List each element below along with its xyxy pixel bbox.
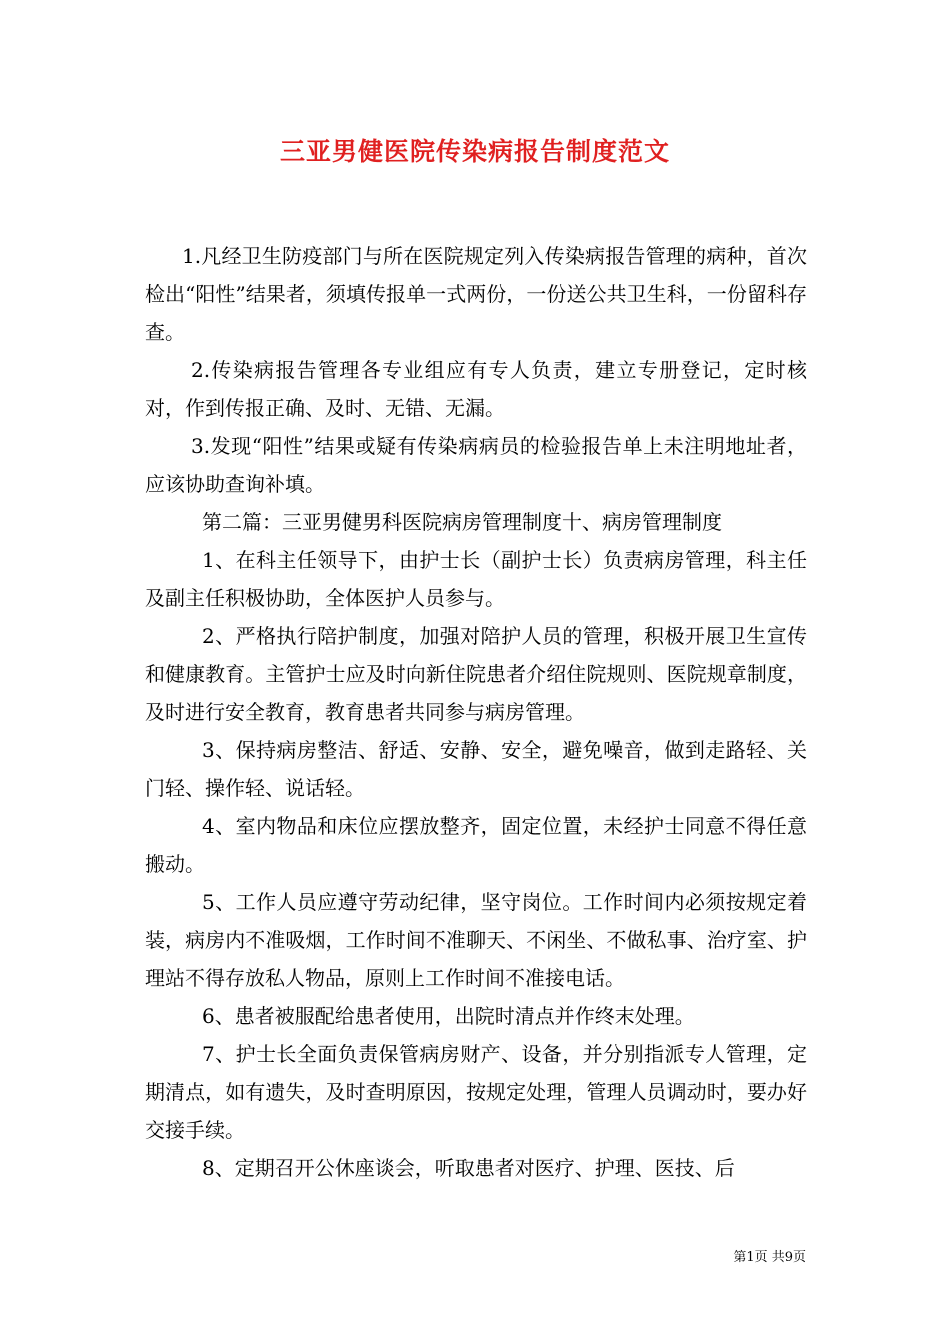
paragraph: 3、保持病房整洁、舒适、安静、安全，避免噪音，做到走路轻、关门轻、操作轻、说话轻。	[145, 738, 807, 800]
paragraph: 7、护士长全面负责保管病房财产、设备，并分别指派专人管理，定期清点，如有遗失，及时查明原因，按规定处理，管理人员调动时，要办好交接手续。	[145, 1042, 807, 1142]
paragraph: 第二篇：三亚男健男科医院病房管理制度十、病房管理制度	[202, 510, 722, 534]
paragraph: 8、定期召开公休座谈会，听取患者对医疗、护理、医技、后	[202, 1156, 735, 1180]
paragraph: 2、严格执行陪护制度，加强对陪护人员的管理，积极开展卫生宣传和健康教育。主管护士应及时向新住院患者介绍住院规则、医院规章制度，及时进行安全教育，教育患者共同参与病房管理。	[145, 624, 807, 724]
document-body	[145, 237, 807, 1187]
paragraph: 1.凡经卫生防疫部门与所在医院规定列入传染病报告管理的病种，首次检出“阳性”结果者，须填传报单一式两份，一份送公共卫生科，一份留科存查。	[145, 244, 807, 344]
paragraph: 2.传染病报告管理各专业组应有专人负责，建立专册登记，定时核对，作到传报正确、及时、无错、无漏。	[145, 358, 807, 420]
paragraph: 4、室内物品和床位应摆放整齐，固定位置，未经护士同意不得任意搬动。	[145, 814, 807, 876]
paragraph: 3.发现“阳性”结果或疑有传染病病员的检验报告单上未注明地址者，应该协助查询补填。	[145, 434, 807, 496]
paragraph: 1、在科主任领导下，由护士长（副护士长）负责病房管理，科主任及副主任积极协助，全体医护人员参与。	[145, 548, 807, 610]
paragraph: 5、工作人员应遵守劳动纪律，坚守岗位。工作时间内必须按规定着装，病房内不准吸烟，工作时间不准聊天、不闲坐、不做私事、治疗室、护理站不得存放私人物品，原则上工作时间不准接电话。	[145, 890, 807, 990]
document-title: 三亚男健医院传染病报告制度范文	[279, 137, 670, 166]
page-number: 第1页 共9页	[733, 1250, 806, 1265]
paragraph: 6、患者被服配给患者使用，出院时清点并作终末处理。	[202, 1004, 695, 1028]
